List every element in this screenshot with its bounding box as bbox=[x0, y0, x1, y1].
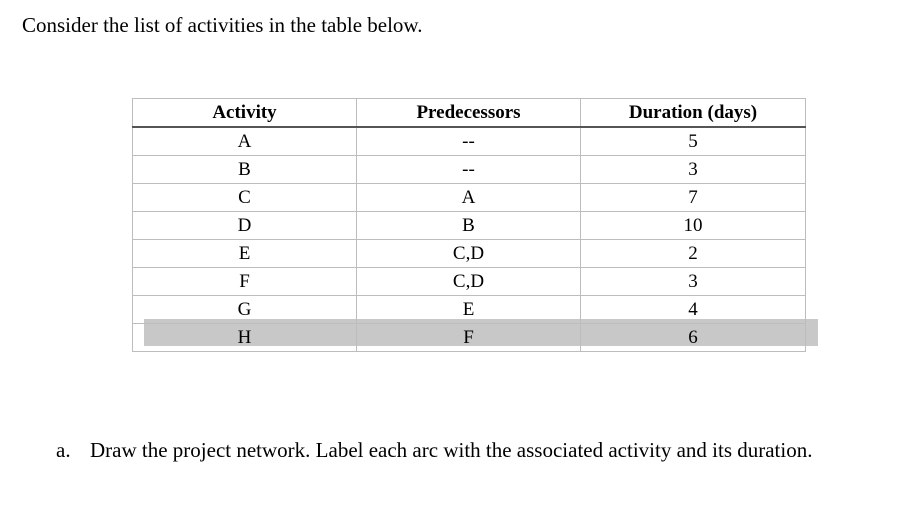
question-text: Draw the project network. Label each arc with the associated activity and its duration. bbox=[90, 438, 813, 462]
table-row bbox=[133, 296, 806, 324]
cell-duration: 10 bbox=[581, 212, 806, 240]
table-row-highlighted bbox=[133, 324, 806, 352]
cell-activity: E bbox=[133, 240, 357, 268]
cell-predecessors: -- bbox=[357, 156, 581, 184]
activity-table-container bbox=[132, 98, 805, 352]
table-row bbox=[133, 268, 806, 296]
cell-duration: 7 bbox=[581, 184, 806, 212]
header-predecessors: Predecessors bbox=[357, 99, 581, 128]
cell-duration: 3 bbox=[581, 268, 806, 296]
table-row bbox=[133, 212, 806, 240]
cell-activity: C bbox=[133, 184, 357, 212]
cell-activity: G bbox=[133, 296, 357, 324]
cell-duration: 4 bbox=[581, 296, 806, 324]
question-marker: a. bbox=[56, 438, 71, 462]
cell-predecessors: -- bbox=[357, 127, 581, 156]
cell-activity: A bbox=[133, 127, 357, 156]
cell-activity: D bbox=[133, 212, 357, 240]
cell-predecessors: C,D bbox=[357, 268, 581, 296]
table-row bbox=[133, 127, 806, 156]
cell-duration: 2 bbox=[581, 240, 806, 268]
cell-predecessors: A bbox=[357, 184, 581, 212]
cell-activity: H bbox=[133, 324, 357, 352]
cell-duration: 6 bbox=[581, 324, 806, 352]
intro-text: Consider the list of activities in the table below. bbox=[22, 13, 423, 37]
cell-duration: 3 bbox=[581, 156, 806, 184]
activity-table bbox=[132, 98, 806, 352]
cell-activity: B bbox=[133, 156, 357, 184]
header-duration: Duration (days) bbox=[581, 99, 806, 128]
table-row bbox=[133, 156, 806, 184]
cell-predecessors: E bbox=[357, 296, 581, 324]
table-row bbox=[133, 184, 806, 212]
cell-activity: F bbox=[133, 268, 357, 296]
question-a bbox=[56, 437, 812, 463]
table-row bbox=[133, 240, 806, 268]
cell-duration: 5 bbox=[581, 127, 806, 156]
cell-predecessors: C,D bbox=[357, 240, 581, 268]
cell-predecessors: F bbox=[357, 324, 581, 352]
header-activity: Activity bbox=[133, 99, 357, 128]
table-header-row bbox=[133, 99, 806, 128]
cell-predecessors: B bbox=[357, 212, 581, 240]
